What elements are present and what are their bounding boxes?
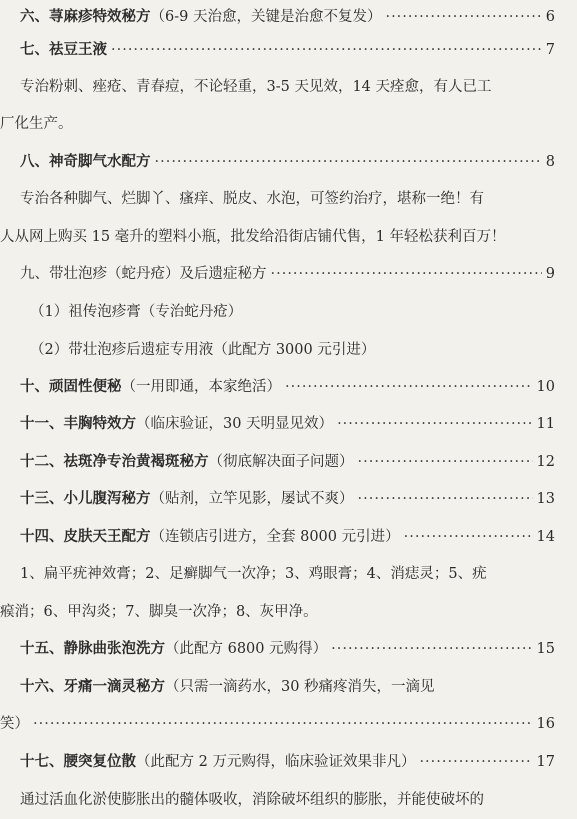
- entry-title: 六、荨麻疹特效秘方: [20, 8, 151, 25]
- entry-note: （彻底解决面子问题）: [208, 454, 354, 470]
- leader-dots: [33, 713, 533, 735]
- description-8-line-1: 专治各种脚气、烂脚丫、瘙痒、脱皮、水泡，可签约治疗，堪称一绝！有: [20, 191, 484, 207]
- toc-entry-11: [20, 413, 555, 435]
- entry-note: （临床验证，30 天明显见效）: [136, 416, 334, 432]
- entry-note: （只需一滴药水，30 秒痛疼消失，一滴见: [165, 679, 435, 695]
- leader-dots: [419, 751, 532, 773]
- entry-title: 十三、小儿腹泻秘方: [20, 490, 151, 507]
- leader-dots: [155, 151, 542, 173]
- page-number: 7: [545, 42, 555, 58]
- toc-entry-10: [20, 376, 555, 398]
- page-number: 14: [536, 529, 555, 545]
- entry-title: 十六、牙痛一滴灵秘方: [20, 678, 165, 695]
- page-number: 8: [545, 154, 555, 170]
- entry-note: （6-9 天治愈，关键是治愈不复发）: [150, 9, 382, 25]
- toc-entry-9: [20, 263, 555, 285]
- entry-title: 十四、皮肤天王配方: [20, 528, 151, 545]
- page-number: 17: [536, 754, 555, 770]
- description-14-line-2: 瘊消；6、甲沟炎；7、脚臭一次净；8、灰甲净。: [0, 604, 318, 620]
- toc-entry-6: [20, 6, 555, 28]
- entry-title: 十一、丰胸特效方: [20, 415, 136, 432]
- entry-title: 八、神奇脚气水配方: [20, 153, 151, 170]
- description-7-line-1: 专治粉刺、痤疮、青春痘，不论轻重，3-5 天见效，14 天痊愈，有人已工: [20, 79, 492, 95]
- page-number: 15: [536, 641, 555, 657]
- toc-entry-7: [20, 39, 555, 61]
- page-number: 13: [536, 491, 555, 507]
- leader-dots: [358, 451, 533, 473]
- leader-dots: [111, 39, 542, 61]
- leader-dots: [331, 638, 532, 660]
- entry-note: （此配方 6800 元购得）: [165, 641, 328, 657]
- sub-item-9-1: （1）祖传泡疹膏（专治蛇丹疮）: [30, 304, 243, 320]
- entry-note: （连锁店引进方，全套 8000 元引进）: [150, 529, 400, 545]
- entry-title: 十五、静脉曲张泡洗方: [20, 640, 165, 657]
- description-7-line-2: 厂化生产。: [0, 116, 73, 132]
- page-number: 16: [536, 716, 555, 732]
- page-number: 12: [536, 454, 555, 470]
- toc-entry-16: [20, 676, 555, 698]
- toc-entry-14: [20, 526, 555, 548]
- page-number: 6: [545, 9, 555, 25]
- description-14-line-1: 1、扁平疣神效膏；2、足癣脚气一次净；3、鸡眼膏；4、消痣灵；5、疣: [20, 566, 487, 582]
- leader-dots: [358, 488, 533, 510]
- entry-note: （此配方 2 万元购得，临床验证效果非凡）: [136, 754, 416, 770]
- toc-entry-17: [20, 751, 555, 773]
- description-17-line-1: 通过活血化淤使膨胀出的髓体吸收，消除破坏组织的膨胀，并能使破坏的: [20, 792, 484, 808]
- description-8-line-2: 人从网上购买 15 毫升的塑料小瓶，批发给沿街店铺代售，1 年轻松获利百万！: [0, 229, 506, 245]
- toc-entry-16-continued: [0, 713, 555, 735]
- toc-entry-12: [20, 451, 555, 473]
- toc-entry-8: [20, 151, 555, 173]
- entry-title: 十、顽固性便秘: [20, 378, 122, 395]
- entry-title: 十二、祛斑净专治黄褐斑秘方: [20, 453, 209, 470]
- page-number: 9: [545, 266, 555, 282]
- leader-dots: [271, 263, 542, 285]
- entry-note-continued: 笑）: [0, 716, 29, 732]
- leader-dots: [385, 6, 541, 28]
- page-number: 11: [536, 416, 555, 432]
- entry-title: 七、祛豆王液: [20, 41, 107, 58]
- page-number: 10: [536, 379, 555, 395]
- leader-dots: [337, 413, 532, 435]
- toc-entry-15: [20, 638, 555, 660]
- entry-title: 十七、腰突复位散: [20, 753, 136, 770]
- sub-item-9-2: （2）带壮泡疹后遗症专用液（此配方 3000 元引进）: [30, 342, 376, 358]
- leader-dots: [285, 376, 533, 398]
- toc-entry-13: [20, 488, 555, 510]
- entry-title: 九、带壮泡疹（蛇丹疮）及后遗症秘方: [20, 266, 267, 282]
- entry-note: （一用即通，本家绝活）: [121, 379, 281, 395]
- entry-note: （贴剂，立竿见影，屡试不爽）: [150, 491, 354, 507]
- leader-dots: [404, 526, 533, 548]
